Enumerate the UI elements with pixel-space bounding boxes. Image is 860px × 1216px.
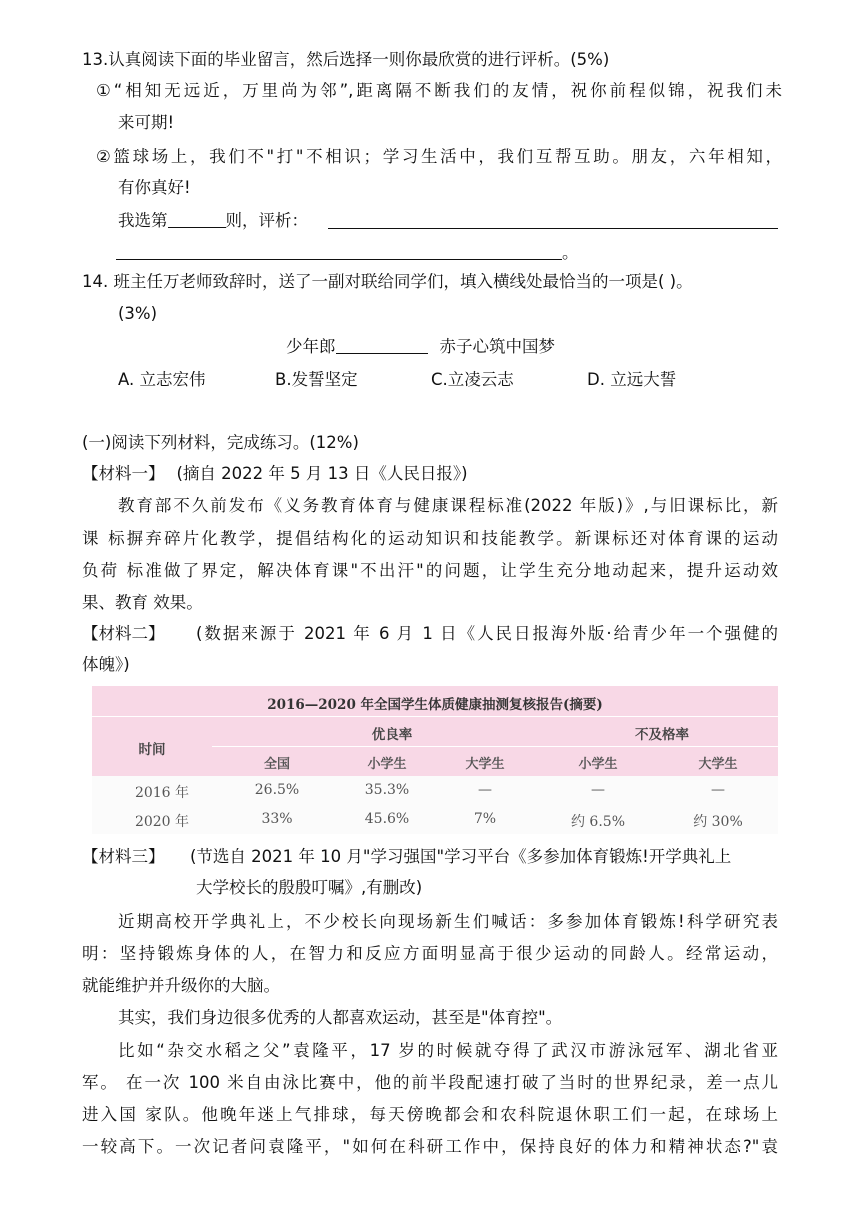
table-sub-header: 大学生 <box>698 757 738 772</box>
material-3-label: 【材料三】 <box>82 847 165 866</box>
q13-option-2-line-2: 有你真好! <box>118 178 191 197</box>
table-cell: — <box>478 782 492 798</box>
table-cell: 约 6.5% <box>570 814 626 830</box>
q13-choice-blank[interactable] <box>168 209 226 228</box>
table-divider <box>212 746 778 747</box>
q13-answer-label: 则，评析： <box>225 211 308 230</box>
section-heading: (一)阅读下列材料，完成练习。(12%) <box>82 433 359 452</box>
q13-option-2-line-1: ②篮球场上，我们不"打"不相识；学习生活中，我们互帮互助。朋友，六年相知， <box>96 147 782 166</box>
material-3-para-1-line-1: 近期高校开学典礼上，不少校长向现场新生们喊话：多参加体育锻炼!科学研究表 <box>118 912 778 931</box>
material-3-para-3-line-4: 一较高下。一次记者问袁隆平，"如何在科研工作中，保持良好的体力和精神状态?"袁 <box>82 1137 778 1156</box>
material-3-para-3-line-3: 进入国 家队。他晚年迷上气排球，每天傍晚都会和农科院退休职工们一起，在球场上 <box>82 1105 778 1124</box>
material-2-header <box>82 621 165 647</box>
table-title: 2016—2020 年全国学生体质健康抽测复核报告(摘要) <box>267 697 603 713</box>
material-3-para-1-line-3: 就能维护并升级你的大脑。 <box>82 976 280 995</box>
couplet-left: 少年郎 <box>286 337 336 356</box>
table-sub-header: 大学生 <box>465 757 505 772</box>
table-row-year: 2016 年 <box>134 785 190 801</box>
material-2-label: 【材料二】 <box>82 624 165 643</box>
table-cell: 35.3% <box>364 782 410 798</box>
q14-option-b[interactable]: B.发誓坚定 <box>275 370 358 389</box>
material-1-line-3: 负荷 标准做了界定，解决体育课"不出汗"的问题，让学生充分地动起来，提升运动效 <box>82 561 778 580</box>
table-sub-header: 小学生 <box>367 757 407 772</box>
material-3-para-1-line-2: 明：坚持锻炼身体的人，在智力和反应方面明显高于很少运动的同龄人。经常运动， <box>82 944 778 963</box>
q13-answer-line <box>118 208 308 234</box>
material-1-line-2: 课 标摒弃碎片化教学，提倡结构化的运动知识和技能教学。新课标还对体育课的运动 <box>82 529 778 548</box>
material-3-source-line-2: 大学校长的殷殷叮嘱》,有删改) <box>196 878 423 897</box>
material-3-para-2: 其实，我们身边很多优秀的人都喜欢运动，甚至是"体育控"。 <box>118 1008 563 1027</box>
q13-option-1-line-2: 来可期! <box>118 113 175 132</box>
q14-title: 14. 班主任万老师致辞时，送了一副对联给同学们，填入横线处最恰当的一项是( )。 <box>82 272 693 291</box>
table-cell: 约 30% <box>693 814 743 830</box>
table-cell: 45.6% <box>364 811 410 827</box>
table-sub-header: 小学生 <box>578 757 618 772</box>
table-cell: 33% <box>261 811 293 827</box>
table-sub-header: 全国 <box>263 757 290 772</box>
q14-option-d[interactable]: D. 立远大誓 <box>587 370 677 389</box>
q14-option-a[interactable]: A. 立志宏伟 <box>118 370 206 389</box>
material-1-line-4: 果、教育 效果。 <box>82 593 203 612</box>
material-1-label: 【材料一】 <box>82 464 165 483</box>
table-cell: — <box>591 782 605 798</box>
material-3-header <box>82 844 165 870</box>
table-cell: — <box>711 782 725 798</box>
q13-answer-prefix: 我选第 <box>118 211 168 230</box>
material-1-line-1: 教育部不久前发布《义务教育体育与健康课程标准(2022 年版)》,与旧课标比，新 <box>118 496 778 515</box>
material-1-source: (摘自 2022 年 5 月 13 日《人民日报》) <box>176 464 468 483</box>
q13-evaluation-blank-1[interactable] <box>328 213 778 229</box>
material-1-header <box>82 461 468 487</box>
q13-end-mark: 。 <box>562 243 579 262</box>
table-cell: 7% <box>473 811 497 827</box>
q13-option-1-line-1: ①“相知无远近，万里尚为邻”,距离隔不断我们的友情，祝你前程似锦，祝我们未 <box>96 81 782 100</box>
couplet-right: 赤子心筑中国梦 <box>439 337 555 356</box>
q14-couplet <box>286 334 555 360</box>
table-row-year: 2020 年 <box>134 814 190 830</box>
material-2-source-line-2: 体魄》) <box>82 655 130 674</box>
material-2-source-line-1: (数据来源于 2021 年 6 月 1 日《人民日报海外版·给青少年一个强健的 <box>196 624 778 643</box>
table-cell: 26.5% <box>254 782 300 798</box>
q13-evaluation-blank-2[interactable] <box>116 244 562 260</box>
table-group-fail: 不及格率 <box>635 727 689 743</box>
q14-score: (3%) <box>118 304 158 323</box>
table-col-time: 时间 <box>138 742 166 758</box>
table-group-excellent: 优良率 <box>371 727 413 743</box>
couplet-blank[interactable] <box>336 335 428 354</box>
material-3-para-3-line-2: 军。 在一次 100 米自由泳比赛中，他的前半段配速打破了当时的世界纪录，差一点儿 <box>82 1073 778 1092</box>
q14-option-c[interactable]: C.立凌云志 <box>431 370 514 389</box>
material-3-para-3-line-1: 比如“杂交水稻之父”袁隆平，17 岁的时候就夺得了武汉市游泳冠军、湖北省亚 <box>118 1041 778 1060</box>
table-divider <box>92 716 778 717</box>
fitness-report-table <box>92 686 778 834</box>
q13-title: 13.认真阅读下面的毕业留言，然后选择一则你最欣赏的进行评析。(5%) <box>82 50 610 69</box>
material-3-source-line-1: (节选自 2021 年 10 月"学习强国"学习平台《多参加体育锻炼!开学典礼上 <box>190 847 732 866</box>
